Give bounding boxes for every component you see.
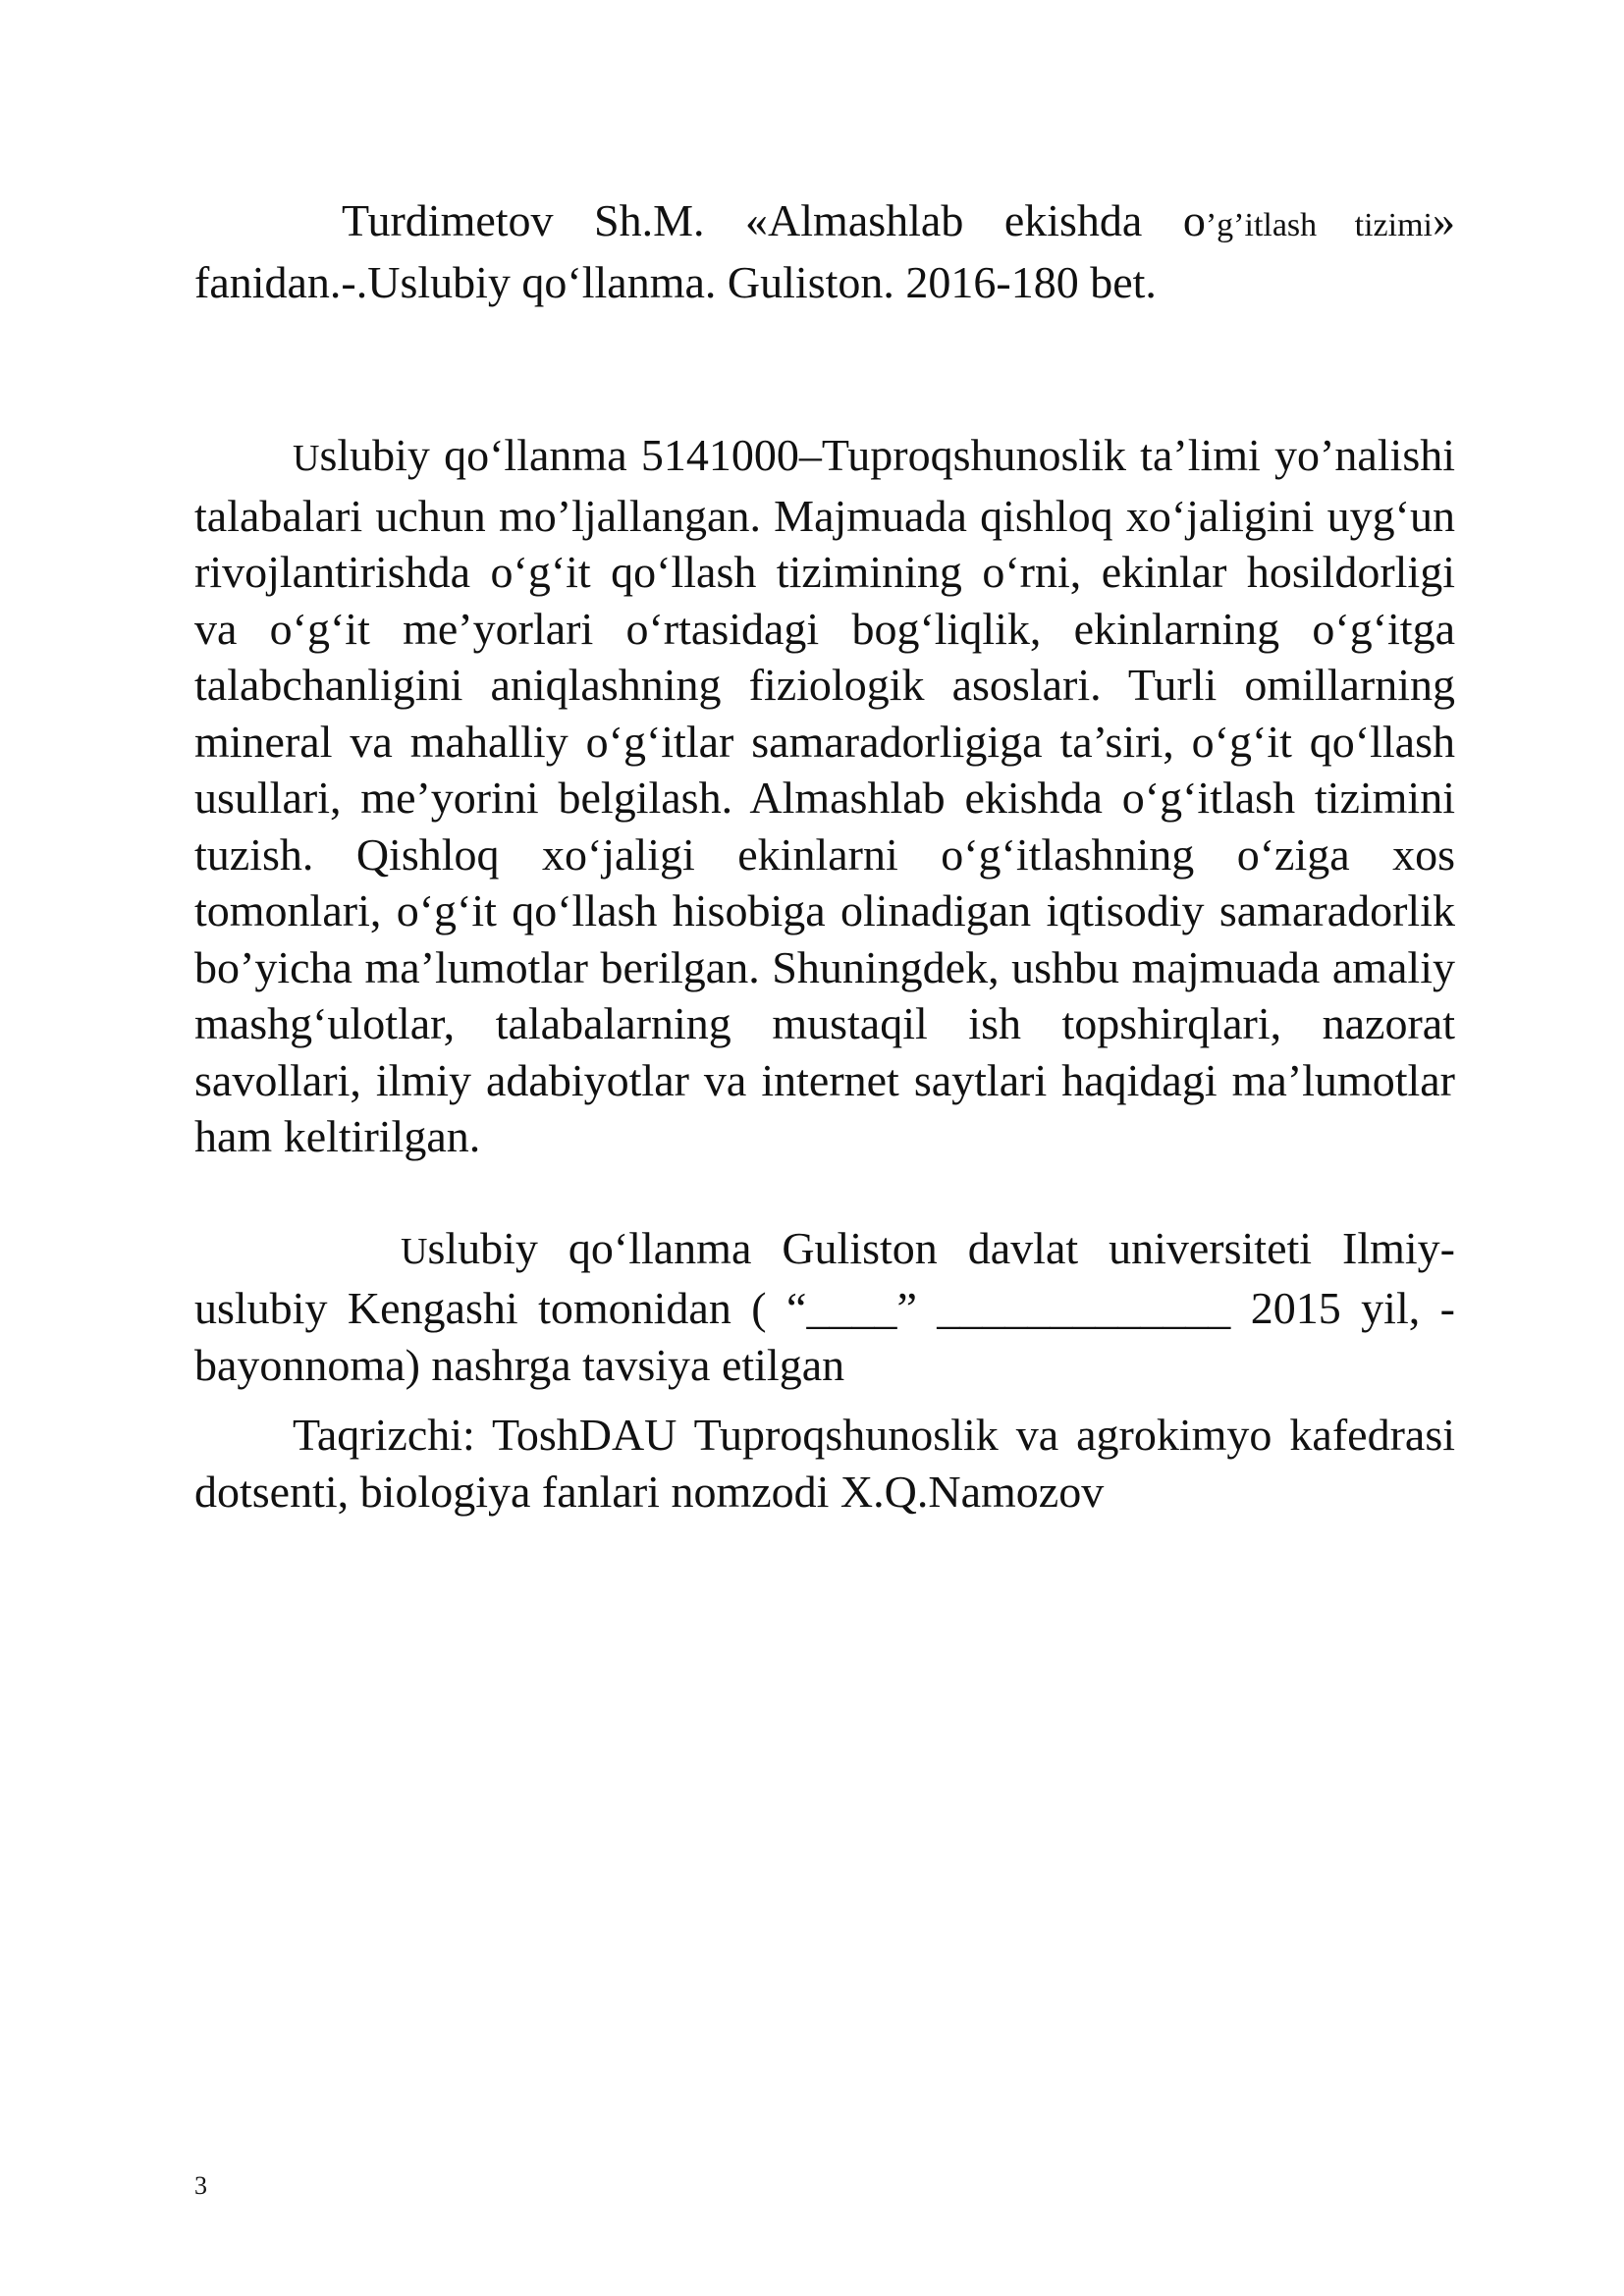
annotation-first-letter: U	[293, 438, 320, 479]
page-number: 3	[194, 2171, 207, 2200]
approval-first-letter: U	[401, 1230, 428, 1272]
reviewer-text: Taqrizchi: ToshDAU Tuproqshunoslik va agrokimyo kafedrasi dotsenti, biologiya fanlari nomzodi X.Q.Namozov	[194, 1410, 1455, 1517]
annotation-paragraph	[194, 427, 1455, 1165]
approval-text: slubiy qo‘llanma Guliston davlat universiteti Ilmiy-uslubiy Kengashi tomonidan ( “____” _____________ 2015 yil, -bayonnoma) nashrga tavsiya etilgan	[194, 1222, 1455, 1390]
bib-text-part2: ’g’itlash tizimi	[1205, 207, 1433, 243]
annotation-text: slubiy qo‘llanma 5141000–Tuproqshunoslik ta’limi yo’nalishi talabalari uchun mo’ljallangan. Majmuada qishloq xo‘jaligini uyg‘un rivojlantirishda o‘g‘it qo‘llash tizimining o‘rni, ekinlar hosildorligi va o‘g‘it me’yorlari o‘rtasidagi bog‘liqlik, ekinlarning o‘g‘itga talabchanligini aniqlashning fiziologik asoslari. Turli omillarning mineral va mahalliy o‘g‘itlar samaradorligiga ta’siri, o‘g‘it qo‘llash usullari, me’yorini belgilash. Almashlab ekishda o‘g‘itlash tizimini tuzish. Qishloq xo‘jaligi ekinlarni o‘g‘itlashning o‘ziga xos tomonlari, o‘g‘it qo‘llash hisobiga olinadigan iqtisodiy samaradorlik bo’yicha ma’lumotlar berilgan. Shuningdek, ushbu majmuada amaliy mashg‘ulotlar, talabalarning mustaqil ish topshirqlari, nazorat savollari, ilmiy adabiyotlar va internet saytlari haqidagi ma’lumotlar ham keltirilgan.	[194, 430, 1455, 1161]
bib-text-part1: Turdimetov Sh.M. «Almashlab ekishda o	[342, 195, 1206, 245]
bib-text-part3: » fanidan.-.Uslubiy qo‘llanma. Guliston. 2016-180 bet.	[194, 195, 1455, 307]
bibliographic-reference	[194, 192, 1455, 310]
reviewer-paragraph	[194, 1407, 1455, 1520]
document-page	[194, 192, 1455, 1520]
approval-paragraph	[194, 1220, 1455, 1394]
